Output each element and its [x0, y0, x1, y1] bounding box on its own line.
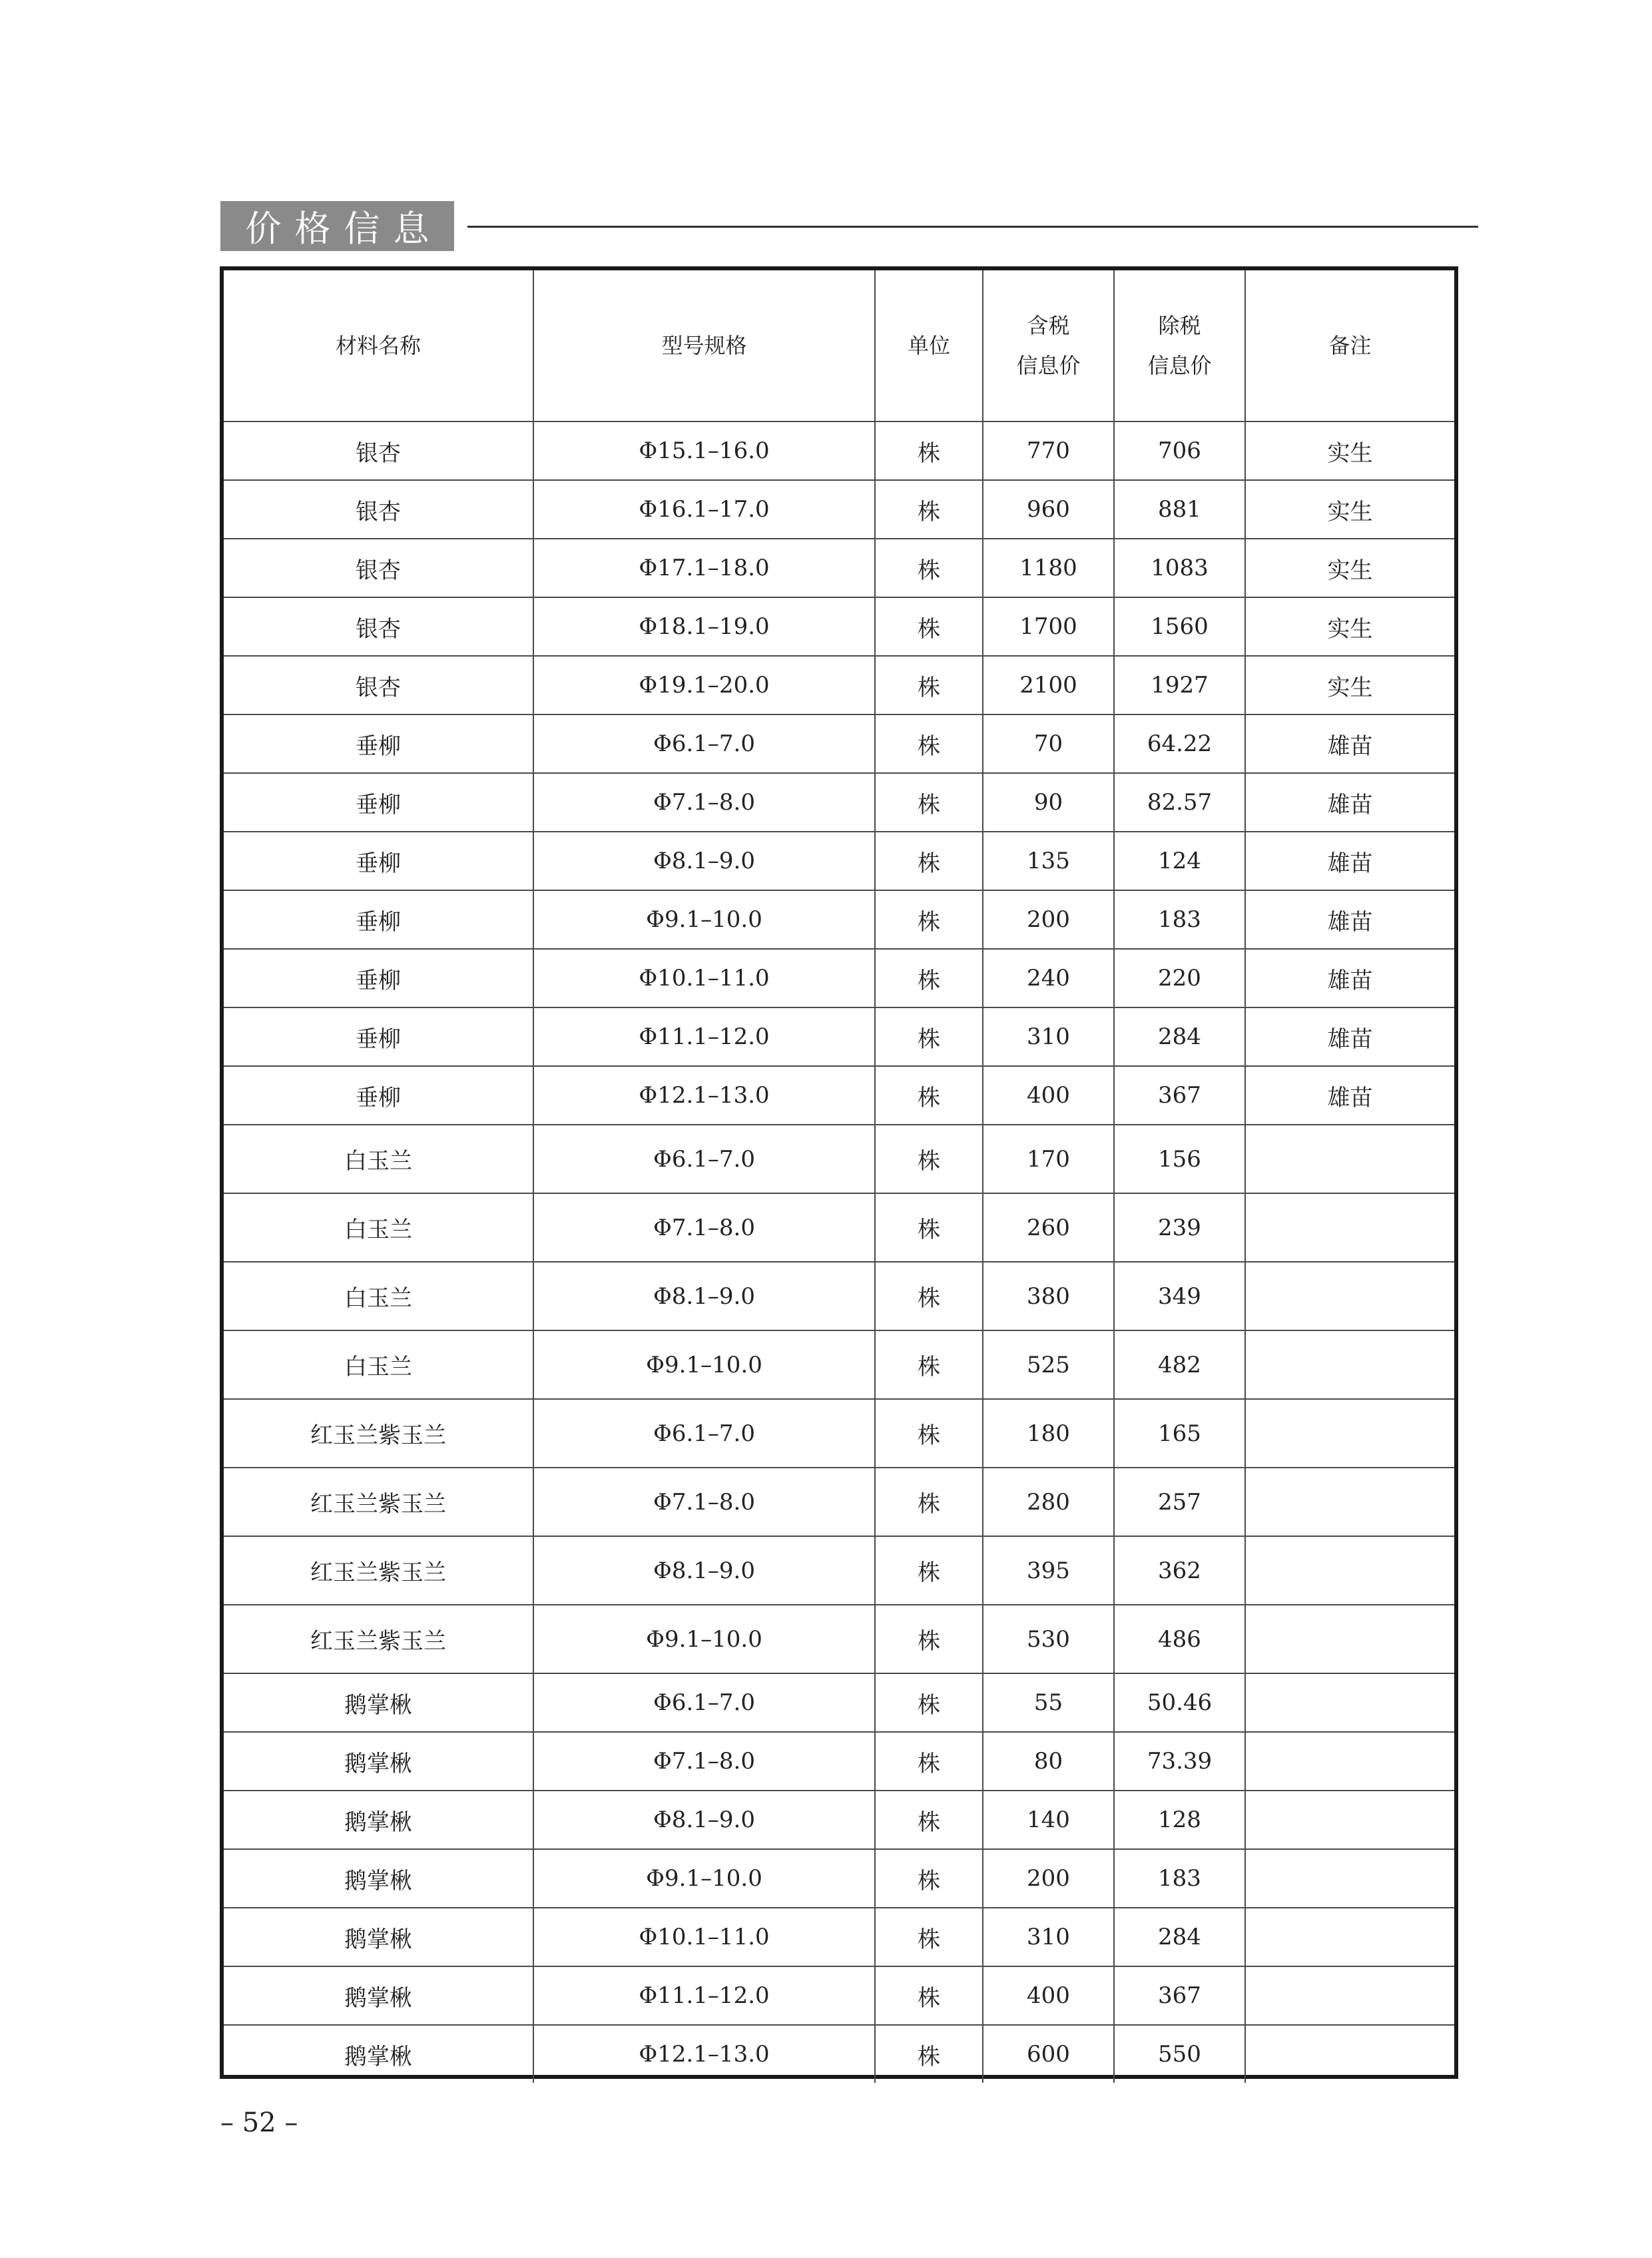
cell-note: 实生: [1245, 597, 1454, 656]
cell-price-without-tax: 881: [1114, 480, 1245, 539]
cell-price-with-tax: 400: [983, 1066, 1114, 1125]
cell-material-name: 鹅掌楸: [224, 1732, 533, 1791]
cell-spec: Φ10.1–11.0: [533, 1908, 875, 1966]
cell-price-without-tax: 367: [1114, 1966, 1245, 2025]
cell-spec: Φ16.1–17.0: [533, 480, 875, 539]
header-unit: 单位: [875, 270, 983, 422]
cell-spec: Φ7.1–8.0: [533, 773, 875, 832]
cell-price-with-tax: 280: [983, 1468, 1114, 1536]
cell-unit: 株: [875, 1468, 983, 1536]
cell-price-with-tax: 960: [983, 480, 1114, 539]
cell-price-with-tax: 200: [983, 890, 1114, 949]
table-row: [224, 1330, 1454, 1399]
table-row: [224, 1193, 1454, 1262]
cell-price-with-tax: 530: [983, 1605, 1114, 1673]
table-row: [224, 422, 1454, 480]
table-row: [224, 1732, 1454, 1791]
table-row: [224, 714, 1454, 773]
cell-price-without-tax: 486: [1114, 1605, 1245, 1673]
cell-price-with-tax: 80: [983, 1732, 1114, 1791]
cell-material-name: 白玉兰: [224, 1125, 533, 1193]
cell-unit: 株: [875, 1732, 983, 1791]
cell-spec: Φ18.1–19.0: [533, 597, 875, 656]
table-row: [224, 2025, 1454, 2083]
cell-note: 雄苗: [1245, 1007, 1454, 1066]
cell-note: 雄苗: [1245, 890, 1454, 949]
cell-unit: 株: [875, 1330, 983, 1399]
cell-material-name: 鹅掌楸: [224, 1849, 533, 1908]
header-price-without-tax: [1114, 270, 1245, 422]
table-row: [224, 480, 1454, 539]
cell-spec: Φ11.1–12.0: [533, 1966, 875, 2025]
table-row: [224, 1791, 1454, 1849]
cell-note: [1245, 1791, 1454, 1849]
table-row: [224, 949, 1454, 1007]
header-price-without-tax-line2: 信息价: [1147, 353, 1212, 378]
table-row: [224, 1007, 1454, 1066]
cell-unit: 株: [875, 1007, 983, 1066]
cell-unit: 株: [875, 773, 983, 832]
cell-note: [1245, 1125, 1454, 1193]
cell-note: 雄苗: [1245, 714, 1454, 773]
cell-price-with-tax: 90: [983, 773, 1114, 832]
cell-spec: Φ6.1–7.0: [533, 1399, 875, 1468]
cell-price-without-tax: 362: [1114, 1536, 1245, 1605]
cell-note: [1245, 1536, 1454, 1605]
table-row: [224, 539, 1454, 597]
header-rule: [467, 226, 1478, 228]
cell-spec: Φ8.1–9.0: [533, 1791, 875, 1849]
cell-material-name: 红玉兰紫玉兰: [224, 1605, 533, 1673]
cell-note: 实生: [1245, 656, 1454, 714]
cell-price-with-tax: 395: [983, 1536, 1114, 1605]
cell-unit: 株: [875, 2025, 983, 2083]
cell-spec: Φ12.1–13.0: [533, 2025, 875, 2083]
cell-price-with-tax: 400: [983, 1966, 1114, 2025]
cell-note: [1245, 1399, 1454, 1468]
cell-price-with-tax: 240: [983, 949, 1114, 1007]
cell-unit: 株: [875, 832, 983, 890]
cell-material-name: 银杏: [224, 480, 533, 539]
cell-spec: Φ7.1–8.0: [533, 1468, 875, 1536]
table-row: [224, 1908, 1454, 1966]
cell-unit: 株: [875, 714, 983, 773]
table-row: [224, 832, 1454, 890]
cell-note: 雄苗: [1245, 832, 1454, 890]
table-row: [224, 1125, 1454, 1193]
cell-price-without-tax: 284: [1114, 1908, 1245, 1966]
cell-price-without-tax: 165: [1114, 1399, 1245, 1468]
header-note: 备注: [1245, 270, 1454, 422]
cell-note: [1245, 1673, 1454, 1732]
cell-spec: Φ17.1–18.0: [533, 539, 875, 597]
cell-price-without-tax: 156: [1114, 1125, 1245, 1193]
cell-material-name: 银杏: [224, 539, 533, 597]
section-title: 价格信息: [220, 201, 454, 251]
cell-price-without-tax: 64.22: [1114, 714, 1245, 773]
cell-price-without-tax: 1083: [1114, 539, 1245, 597]
cell-unit: 株: [875, 539, 983, 597]
cell-price-without-tax: 239: [1114, 1193, 1245, 1262]
cell-price-without-tax: 1927: [1114, 656, 1245, 714]
cell-spec: Φ10.1–11.0: [533, 949, 875, 1007]
cell-spec: Φ6.1–7.0: [533, 1125, 875, 1193]
cell-note: 实生: [1245, 539, 1454, 597]
cell-spec: Φ11.1–12.0: [533, 1007, 875, 1066]
cell-note: [1245, 1330, 1454, 1399]
cell-price-without-tax: 82.57: [1114, 773, 1245, 832]
cell-unit: 株: [875, 1849, 983, 1908]
header-price-with-tax: [983, 270, 1114, 422]
table-row: [224, 1262, 1454, 1330]
table-row: [224, 1536, 1454, 1605]
cell-spec: Φ6.1–7.0: [533, 1673, 875, 1732]
cell-price-without-tax: 349: [1114, 1262, 1245, 1330]
cell-unit: 株: [875, 597, 983, 656]
table-row: [224, 1966, 1454, 2025]
cell-spec: Φ7.1–8.0: [533, 1193, 875, 1262]
cell-note: [1245, 1193, 1454, 1262]
cell-price-with-tax: 525: [983, 1330, 1114, 1399]
cell-note: 实生: [1245, 422, 1454, 480]
cell-unit: 株: [875, 1066, 983, 1125]
table-header-row: [224, 270, 1454, 422]
cell-material-name: 红玉兰紫玉兰: [224, 1399, 533, 1468]
cell-price-with-tax: 180: [983, 1399, 1114, 1468]
cell-unit: 株: [875, 1193, 983, 1262]
table-row: [224, 1849, 1454, 1908]
table-row: [224, 1673, 1454, 1732]
cell-price-with-tax: 170: [983, 1125, 1114, 1193]
table-row: [224, 890, 1454, 949]
cell-price-with-tax: 310: [983, 1007, 1114, 1066]
cell-price-without-tax: 73.39: [1114, 1732, 1245, 1791]
cell-price-with-tax: 600: [983, 2025, 1114, 2083]
cell-price-with-tax: 55: [983, 1673, 1114, 1732]
header-spec: 型号规格: [533, 270, 875, 422]
cell-note: [1245, 1908, 1454, 1966]
table-row: [224, 1399, 1454, 1468]
cell-unit: 株: [875, 1673, 983, 1732]
cell-price-without-tax: 124: [1114, 832, 1245, 890]
cell-unit: 株: [875, 949, 983, 1007]
cell-unit: 株: [875, 1908, 983, 1966]
cell-spec: Φ9.1–10.0: [533, 890, 875, 949]
cell-price-with-tax: 260: [983, 1193, 1114, 1262]
cell-spec: Φ8.1–9.0: [533, 1262, 875, 1330]
cell-spec: Φ9.1–10.0: [533, 1330, 875, 1399]
cell-material-name: 鹅掌楸: [224, 1791, 533, 1849]
header-price-with-tax-line2: 信息价: [1016, 353, 1081, 378]
cell-material-name: 银杏: [224, 656, 533, 714]
table-row: [224, 773, 1454, 832]
cell-material-name: 垂柳: [224, 1007, 533, 1066]
cell-material-name: 白玉兰: [224, 1330, 533, 1399]
cell-unit: 株: [875, 480, 983, 539]
cell-spec: Φ19.1–20.0: [533, 656, 875, 714]
price-table: [224, 270, 1454, 2083]
cell-note: [1245, 1468, 1454, 1536]
cell-material-name: 白玉兰: [224, 1262, 533, 1330]
table-row: [224, 656, 1454, 714]
cell-price-without-tax: 284: [1114, 1007, 1245, 1066]
cell-spec: Φ9.1–10.0: [533, 1605, 875, 1673]
cell-spec: Φ8.1–9.0: [533, 832, 875, 890]
cell-material-name: 垂柳: [224, 890, 533, 949]
cell-unit: 株: [875, 1262, 983, 1330]
cell-material-name: 垂柳: [224, 1066, 533, 1125]
cell-unit: 株: [875, 1605, 983, 1673]
cell-note: [1245, 1966, 1454, 2025]
cell-unit: 株: [875, 1966, 983, 2025]
cell-material-name: 鹅掌楸: [224, 1966, 533, 2025]
cell-price-with-tax: 70: [983, 714, 1114, 773]
cell-material-name: 白玉兰: [224, 1193, 533, 1262]
cell-price-with-tax: 135: [983, 832, 1114, 890]
cell-spec: Φ9.1–10.0: [533, 1849, 875, 1908]
header-material-name: 材料名称: [224, 270, 533, 422]
cell-unit: 株: [875, 656, 983, 714]
cell-price-without-tax: 706: [1114, 422, 1245, 480]
cell-price-with-tax: 140: [983, 1791, 1114, 1849]
cell-material-name: 垂柳: [224, 832, 533, 890]
table-row: [224, 1468, 1454, 1536]
cell-material-name: 红玉兰紫玉兰: [224, 1468, 533, 1536]
cell-material-name: 鹅掌楸: [224, 2025, 533, 2083]
cell-material-name: 银杏: [224, 597, 533, 656]
cell-material-name: 银杏: [224, 422, 533, 480]
cell-price-without-tax: 482: [1114, 1330, 1245, 1399]
header-price-without-tax-line1: 除税: [1158, 313, 1201, 338]
cell-spec: Φ8.1–9.0: [533, 1536, 875, 1605]
cell-price-with-tax: 1700: [983, 597, 1114, 656]
cell-note: 雄苗: [1245, 773, 1454, 832]
cell-note: [1245, 2025, 1454, 2083]
cell-material-name: 垂柳: [224, 714, 533, 773]
cell-unit: 株: [875, 890, 983, 949]
cell-material-name: 红玉兰紫玉兰: [224, 1536, 533, 1605]
cell-note: [1245, 1605, 1454, 1673]
cell-price-with-tax: 310: [983, 1908, 1114, 1966]
cell-unit: 株: [875, 1536, 983, 1605]
cell-material-name: 鹅掌楸: [224, 1908, 533, 1966]
price-table-frame: [220, 266, 1458, 2079]
cell-material-name: 垂柳: [224, 949, 533, 1007]
cell-unit: 株: [875, 1125, 983, 1193]
cell-price-without-tax: 128: [1114, 1791, 1245, 1849]
cell-unit: 株: [875, 422, 983, 480]
cell-price-without-tax: 183: [1114, 1849, 1245, 1908]
table-row: [224, 1066, 1454, 1125]
cell-note: 雄苗: [1245, 1066, 1454, 1125]
cell-spec: Φ7.1–8.0: [533, 1732, 875, 1791]
cell-unit: 株: [875, 1791, 983, 1849]
cell-material-name: 垂柳: [224, 773, 533, 832]
cell-price-with-tax: 2100: [983, 656, 1114, 714]
cell-price-without-tax: 183: [1114, 890, 1245, 949]
page-number: – 52 –: [220, 2108, 298, 2138]
cell-note: [1245, 1262, 1454, 1330]
cell-price-without-tax: 367: [1114, 1066, 1245, 1125]
cell-material-name: 鹅掌楸: [224, 1673, 533, 1732]
table-row: [224, 597, 1454, 656]
cell-price-without-tax: 257: [1114, 1468, 1245, 1536]
cell-price-with-tax: 1180: [983, 539, 1114, 597]
cell-price-without-tax: 220: [1114, 949, 1245, 1007]
cell-price-with-tax: 380: [983, 1262, 1114, 1330]
cell-price-without-tax: 550: [1114, 2025, 1245, 2083]
cell-spec: Φ12.1–13.0: [533, 1066, 875, 1125]
cell-note: [1245, 1849, 1454, 1908]
cell-unit: 株: [875, 1399, 983, 1468]
cell-price-with-tax: 200: [983, 1849, 1114, 1908]
cell-note: 雄苗: [1245, 949, 1454, 1007]
cell-price-with-tax: 770: [983, 422, 1114, 480]
cell-note: 实生: [1245, 480, 1454, 539]
table-row: [224, 1605, 1454, 1673]
cell-price-without-tax: 50.46: [1114, 1673, 1245, 1732]
header-price-with-tax-line1: 含税: [1027, 313, 1070, 338]
cell-note: [1245, 1732, 1454, 1791]
cell-price-without-tax: 1560: [1114, 597, 1245, 656]
cell-spec: Φ6.1–7.0: [533, 714, 875, 773]
cell-spec: Φ15.1–16.0: [533, 422, 875, 480]
